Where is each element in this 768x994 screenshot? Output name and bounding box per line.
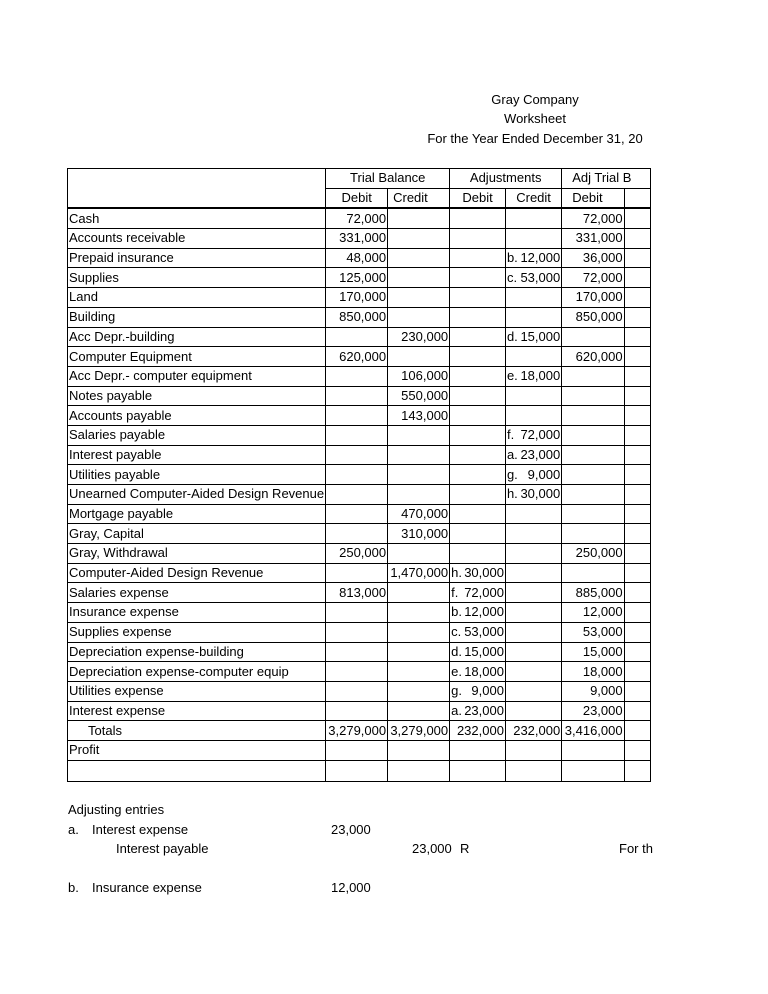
adj-credit-cell <box>505 701 561 721</box>
account-name: Unearned Computer-Aided Design Revenue <box>68 485 326 505</box>
account-name: Salaries payable <box>68 425 326 445</box>
atb-debit-cell: 170,000 <box>562 288 624 308</box>
adjustment-amount: 53,000 <box>520 269 561 285</box>
adj-debit-cell <box>450 386 506 406</box>
entry-a-ref: a. <box>68 822 79 837</box>
atb-credit-cell <box>624 386 650 406</box>
tb-debit-cell <box>326 662 388 682</box>
tb-credit-cell <box>388 544 450 564</box>
atb-debit-cell <box>562 425 624 445</box>
tb-debit-cell: 813,000 <box>326 583 388 603</box>
blank-cell <box>562 760 624 781</box>
atb-debit-cell: 36,000 <box>562 248 624 268</box>
tb-credit-cell <box>388 701 450 721</box>
adjustment-ref: c. <box>506 269 518 285</box>
table-row <box>68 208 651 228</box>
adjustment-amount: 30,000 <box>464 565 504 581</box>
atb-credit-cell <box>624 681 650 701</box>
adj-credit-cell <box>505 622 561 642</box>
worksheet-table <box>67 168 651 782</box>
table-row <box>68 622 651 642</box>
tb-credit-cell: 310,000 <box>388 524 450 544</box>
account-header-cell <box>68 169 326 209</box>
profit-cell <box>624 740 650 760</box>
entry-a-right-text: For th <box>619 841 653 856</box>
atb-credit-header <box>624 188 650 208</box>
atb-debit-cell: 18,000 <box>562 662 624 682</box>
entry-b-ref: b. <box>68 880 79 895</box>
adjustment-amount: 12,000 <box>520 250 561 266</box>
atb-credit-cell <box>624 366 650 386</box>
atb-credit-cell <box>624 603 650 623</box>
adjustments-header: Adjustments <box>450 169 562 189</box>
adj-debit-cell <box>450 681 506 701</box>
adj-debit-cell <box>450 288 506 308</box>
adjusting-entries-heading: Adjusting entries <box>68 802 165 817</box>
adj-debit-cell <box>450 622 506 642</box>
totals-adj-debit: 232,000 <box>450 721 506 741</box>
profit-cell <box>450 740 506 760</box>
adj-debit-cell <box>450 603 506 623</box>
atb-debit-cell <box>562 485 624 505</box>
adj-debit-cell <box>450 406 506 426</box>
table-row <box>68 524 651 544</box>
tb-credit-cell <box>388 662 450 682</box>
table-row <box>68 681 651 701</box>
totals-atb-debit: 3,416,000 <box>562 721 624 741</box>
atb-debit-cell <box>562 524 624 544</box>
table-row <box>68 288 651 308</box>
tb-debit-cell <box>326 406 388 426</box>
adj-credit-cell <box>505 642 561 662</box>
adjustment-amount: 9,000 <box>527 466 561 482</box>
entry-b-debit-account: Insurance expense <box>92 880 202 895</box>
adj-credit-cell <box>505 268 561 288</box>
table-row <box>68 406 651 426</box>
account-name: Notes payable <box>68 386 326 406</box>
atb-debit-cell <box>562 406 624 426</box>
tb-debit-cell <box>326 386 388 406</box>
totals-tb-credit: 3,279,000 <box>388 721 450 741</box>
table-row <box>68 701 651 721</box>
account-name: Acc Depr.- computer equipment <box>68 366 326 386</box>
adj-credit-cell <box>505 681 561 701</box>
profit-cell <box>562 740 624 760</box>
tb-debit-cell <box>326 425 388 445</box>
adj-credit-cell <box>505 465 561 485</box>
atb-debit-cell <box>562 327 624 347</box>
account-name: Insurance expense <box>68 603 326 623</box>
atb-credit-cell <box>624 307 650 327</box>
tb-debit-cell <box>326 366 388 386</box>
tb-credit-cell <box>388 248 450 268</box>
atb-credit-cell <box>624 288 650 308</box>
atb-credit-cell <box>624 504 650 524</box>
totals-adj-credit: 232,000 <box>505 721 561 741</box>
tb-debit-cell <box>326 485 388 505</box>
profit-cell <box>388 740 450 760</box>
header-group-row <box>68 169 651 189</box>
tb-credit-cell <box>388 347 450 367</box>
blank-cell <box>505 760 561 781</box>
atb-credit-cell <box>624 583 650 603</box>
entry-a-debit-account: Interest expense <box>92 822 189 837</box>
blank-cell <box>68 760 326 781</box>
tb-credit-header: Credit <box>388 188 450 208</box>
adjustment-ref: f. <box>506 427 515 443</box>
atb-credit-cell <box>624 642 650 662</box>
tb-credit-cell <box>388 642 450 662</box>
tb-credit-cell <box>388 445 450 465</box>
table-row <box>68 229 651 249</box>
tb-debit-cell: 72,000 <box>326 208 388 228</box>
adj-debit-cell <box>450 583 506 603</box>
table-row <box>68 268 651 288</box>
adjustment-amount: 18,000 <box>520 368 561 384</box>
atb-debit-cell <box>562 366 624 386</box>
adj-debit-cell <box>450 445 506 465</box>
atb-debit-cell: 72,000 <box>562 268 624 288</box>
tb-debit-header: Debit <box>326 188 388 208</box>
tb-credit-cell: 470,000 <box>388 504 450 524</box>
atb-credit-cell <box>624 622 650 642</box>
tb-debit-cell <box>326 622 388 642</box>
adjustment-amount: 15,000 <box>464 643 504 659</box>
tb-credit-cell: 106,000 <box>388 366 450 386</box>
tb-credit-cell: 143,000 <box>388 406 450 426</box>
blank-row <box>68 760 651 781</box>
adj-debit-cell <box>450 208 506 228</box>
table-row <box>68 642 651 662</box>
adjustment-ref: a. <box>506 446 518 462</box>
tb-credit-cell <box>388 229 450 249</box>
atb-credit-cell <box>624 406 650 426</box>
tb-debit-cell <box>326 465 388 485</box>
entry-a-debit-amount: 23,000 <box>331 822 371 837</box>
adj-credit-cell <box>505 307 561 327</box>
adj-debit-cell <box>450 701 506 721</box>
adj-debit-cell <box>450 465 506 485</box>
adj-credit-cell <box>505 504 561 524</box>
tb-debit-cell <box>326 642 388 662</box>
atb-debit-cell: 331,000 <box>562 229 624 249</box>
adjustment-amount: 12,000 <box>464 604 504 620</box>
adj-debit-cell <box>450 524 506 544</box>
account-name: Utilities payable <box>68 465 326 485</box>
table-row <box>68 425 651 445</box>
adjustment-ref: e. <box>506 368 518 384</box>
atb-credit-cell <box>624 425 650 445</box>
table-row <box>68 386 651 406</box>
table-row <box>68 327 651 347</box>
adj-debit-cell <box>450 248 506 268</box>
adj-credit-cell <box>505 327 561 347</box>
account-name: Mortgage payable <box>68 504 326 524</box>
adj-debit-cell <box>450 366 506 386</box>
adjustment-amount: 18,000 <box>464 663 504 679</box>
atb-debit-cell: 885,000 <box>562 583 624 603</box>
table-row <box>68 603 651 623</box>
table-row <box>68 662 651 682</box>
profit-label: Profit <box>68 740 326 760</box>
table-row <box>68 504 651 524</box>
tb-credit-cell <box>388 603 450 623</box>
adj-credit-cell <box>505 425 561 445</box>
tb-credit-cell <box>388 425 450 445</box>
tb-debit-cell: 850,000 <box>326 307 388 327</box>
atb-debit-cell: 250,000 <box>562 544 624 564</box>
tb-credit-cell <box>388 485 450 505</box>
adjustment-ref: d. <box>451 643 462 659</box>
adj-credit-cell <box>505 347 561 367</box>
adj-debit-cell <box>450 327 506 347</box>
tb-credit-cell <box>388 268 450 288</box>
tb-credit-cell <box>388 622 450 642</box>
table-row <box>68 544 651 564</box>
atb-debit-cell: 23,000 <box>562 701 624 721</box>
table-row <box>68 307 651 327</box>
adjustment-ref: h. <box>451 565 462 581</box>
tb-credit-cell: 1,470,000 <box>388 563 450 583</box>
atb-credit-cell <box>624 248 650 268</box>
atb-debit-cell: 72,000 <box>562 208 624 228</box>
atb-debit-cell <box>562 563 624 583</box>
atb-credit-cell <box>624 544 650 564</box>
tb-credit-cell <box>388 307 450 327</box>
table-row <box>68 445 651 465</box>
tb-debit-cell <box>326 445 388 465</box>
adj-credit-cell <box>505 563 561 583</box>
adj-debit-cell <box>450 504 506 524</box>
atb-credit-cell <box>624 229 650 249</box>
adj-credit-cell <box>505 406 561 426</box>
atb-debit-header: Debit <box>562 188 624 208</box>
totals-tb-debit: 3,279,000 <box>326 721 388 741</box>
adj-debit-cell <box>450 425 506 445</box>
adj-debit-cell <box>450 662 506 682</box>
tb-debit-cell: 170,000 <box>326 288 388 308</box>
tb-debit-cell <box>326 563 388 583</box>
adj-credit-cell <box>505 583 561 603</box>
report-period: For the Year Ended December 31, 20 <box>427 131 643 146</box>
table-row <box>68 366 651 386</box>
adjustment-ref: d. <box>506 328 518 344</box>
adjustment-amount: 23,000 <box>520 446 561 462</box>
adj-debit-cell <box>450 544 506 564</box>
adjustment-amount: 53,000 <box>464 624 504 640</box>
adjustment-ref: b. <box>451 604 462 620</box>
adj-debit-cell <box>450 642 506 662</box>
account-name: Computer Equipment <box>68 347 326 367</box>
adj-credit-cell <box>505 366 561 386</box>
entry-b-debit-amount: 12,000 <box>331 880 371 895</box>
tb-debit-cell: 48,000 <box>326 248 388 268</box>
account-name: Acc Depr.-building <box>68 327 326 347</box>
adj-debit-cell <box>450 268 506 288</box>
atb-debit-cell: 620,000 <box>562 347 624 367</box>
adj-credit-cell <box>505 288 561 308</box>
atb-credit-cell <box>624 445 650 465</box>
blank-cell <box>326 760 388 781</box>
atb-credit-cell <box>624 485 650 505</box>
tb-credit-cell <box>388 681 450 701</box>
profit-cell <box>505 740 561 760</box>
blank-cell <box>388 760 450 781</box>
report-name: Worksheet <box>504 111 566 126</box>
account-name: Land <box>68 288 326 308</box>
adj-debit-cell <box>450 307 506 327</box>
tb-debit-cell <box>326 603 388 623</box>
adj-debit-cell <box>450 485 506 505</box>
account-name: Supplies <box>68 268 326 288</box>
account-name: Gray, Withdrawal <box>68 544 326 564</box>
blank-cell <box>624 760 650 781</box>
entry-a-trailing-r: R <box>460 841 470 856</box>
table-row <box>68 347 651 367</box>
atb-debit-cell: 12,000 <box>562 603 624 623</box>
atb-credit-cell <box>624 524 650 544</box>
tb-debit-cell: 250,000 <box>326 544 388 564</box>
account-name: Depreciation expense-computer equip <box>68 662 326 682</box>
tb-debit-cell: 125,000 <box>326 268 388 288</box>
account-name: Salaries expense <box>68 583 326 603</box>
adjustment-amount: 72,000 <box>464 584 504 600</box>
atb-credit-cell <box>624 347 650 367</box>
account-name: Utilities expense <box>68 681 326 701</box>
table-row <box>68 465 651 485</box>
blank-cell <box>450 760 506 781</box>
tb-debit-cell <box>326 681 388 701</box>
atb-debit-cell: 15,000 <box>562 642 624 662</box>
entry-a-credit-account: Interest payable <box>116 841 209 856</box>
tb-credit-cell <box>388 288 450 308</box>
atb-credit-cell <box>624 465 650 485</box>
account-name: Supplies expense <box>68 622 326 642</box>
atb-credit-cell <box>624 701 650 721</box>
tb-credit-cell <box>388 465 450 485</box>
atb-debit-cell: 53,000 <box>562 622 624 642</box>
table-row <box>68 485 651 505</box>
adj-debit-cell <box>450 229 506 249</box>
adj-trial-balance-header: Adj Trial B <box>562 169 651 189</box>
tb-credit-cell <box>388 583 450 603</box>
totals-atb-credit <box>624 721 650 741</box>
adj-debit-cell <box>450 347 506 367</box>
atb-debit-cell: 9,000 <box>562 681 624 701</box>
adjustment-amount: 9,000 <box>471 683 504 699</box>
account-name: Computer-Aided Design Revenue <box>68 563 326 583</box>
atb-debit-cell <box>562 504 624 524</box>
tb-credit-cell: 230,000 <box>388 327 450 347</box>
tb-debit-cell <box>326 701 388 721</box>
tb-debit-cell: 620,000 <box>326 347 388 367</box>
adj-credit-cell <box>505 603 561 623</box>
adjustment-ref: a. <box>451 702 462 718</box>
adj-credit-header: Credit <box>505 188 561 208</box>
adj-credit-cell <box>505 208 561 228</box>
adjustment-ref: g. <box>451 683 462 699</box>
adj-credit-cell <box>505 386 561 406</box>
adjustment-ref: e. <box>451 663 462 679</box>
entry-a-credit-amount: 23,000 <box>412 841 452 856</box>
adjustment-ref: c. <box>451 624 462 640</box>
atb-debit-cell <box>562 465 624 485</box>
adjustment-amount: 23,000 <box>464 702 504 718</box>
adjustment-ref: b. <box>506 250 518 266</box>
adjustment-amount: 15,000 <box>520 328 561 344</box>
tb-debit-cell <box>326 327 388 347</box>
atb-debit-cell <box>562 445 624 465</box>
atb-debit-cell: 850,000 <box>562 307 624 327</box>
totals-row <box>68 721 651 741</box>
account-name: Depreciation expense-building <box>68 642 326 662</box>
adjustment-ref: h. <box>506 486 518 502</box>
table-row <box>68 563 651 583</box>
adj-credit-cell <box>505 524 561 544</box>
account-name: Accounts payable <box>68 406 326 426</box>
adj-credit-cell <box>505 445 561 465</box>
tb-debit-cell: 331,000 <box>326 229 388 249</box>
trial-balance-header: Trial Balance <box>326 169 450 189</box>
atb-credit-cell <box>624 662 650 682</box>
adj-credit-cell <box>505 544 561 564</box>
adj-debit-header: Debit <box>450 188 506 208</box>
adj-credit-cell <box>505 229 561 249</box>
tb-credit-cell: 550,000 <box>388 386 450 406</box>
account-name: Building <box>68 307 326 327</box>
tb-credit-cell <box>388 208 450 228</box>
totals-label: Totals <box>68 721 326 741</box>
company-name: Gray Company <box>491 92 579 107</box>
tb-debit-cell <box>326 504 388 524</box>
atb-credit-cell <box>624 327 650 347</box>
atb-credit-cell <box>624 208 650 228</box>
account-name: Interest payable <box>68 445 326 465</box>
adj-credit-cell <box>505 485 561 505</box>
account-name: Interest expense <box>68 701 326 721</box>
atb-credit-cell <box>624 563 650 583</box>
account-name: Gray, Capital <box>68 524 326 544</box>
profit-cell <box>326 740 388 760</box>
account-name: Prepaid insurance <box>68 248 326 268</box>
adjustment-ref: g. <box>506 466 518 482</box>
adj-credit-cell <box>505 248 561 268</box>
profit-row <box>68 740 651 760</box>
adj-credit-cell <box>505 662 561 682</box>
account-name: Accounts receivable <box>68 229 326 249</box>
tb-debit-cell <box>326 524 388 544</box>
atb-debit-cell <box>562 386 624 406</box>
adjustment-ref: f. <box>451 584 459 600</box>
adj-debit-cell <box>450 563 506 583</box>
table-row <box>68 583 651 603</box>
table-row <box>68 248 651 268</box>
adjustment-amount: 72,000 <box>520 427 561 443</box>
adjustment-amount: 30,000 <box>520 486 561 502</box>
account-name: Cash <box>68 208 326 228</box>
atb-credit-cell <box>624 268 650 288</box>
